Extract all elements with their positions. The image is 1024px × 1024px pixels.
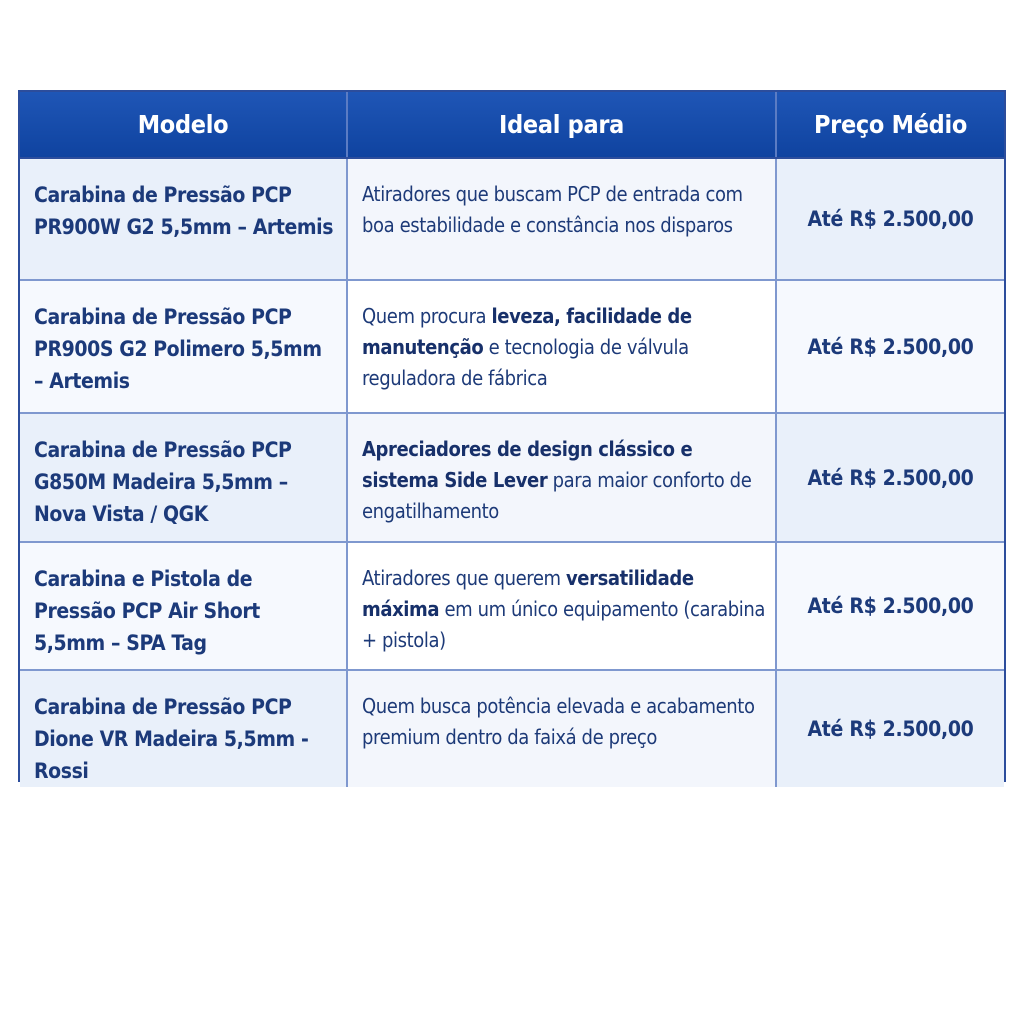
ideal-cell xyxy=(347,158,776,280)
header-average-price: Preço Médio xyxy=(776,92,1004,158)
ideal-text: Atiradores que buscam PCP de entrada com boa estabilidade e constância nos disparos xyxy=(362,182,743,237)
price-cell: Até R$ 2.500,00 xyxy=(776,413,1004,542)
table-row xyxy=(20,670,1004,787)
price-cell: Até R$ 2.500,00 xyxy=(776,670,1004,787)
header-ideal-for: Ideal para xyxy=(347,92,776,158)
ideal-text-highlight: versatilidade máxima xyxy=(362,566,694,621)
ideal-text-highlight: Apreciadores de design clássico e sistema Side Lever xyxy=(362,437,693,492)
model-cell xyxy=(20,542,347,670)
table-row xyxy=(20,413,1004,542)
ideal-description xyxy=(348,414,775,527)
model-cell xyxy=(20,280,347,413)
price-cell: Até R$ 2.500,00 xyxy=(776,280,1004,413)
ideal-cell xyxy=(347,280,776,413)
ideal-description xyxy=(348,671,775,753)
model-cell xyxy=(20,413,347,542)
ideal-text: Quem procura xyxy=(362,304,492,328)
model-name: Carabina de Pressão PCP Dione VR Madeira 5,5mm - Rossi xyxy=(34,695,309,783)
ideal-description xyxy=(348,281,775,394)
ideal-description xyxy=(348,543,775,656)
ideal-description xyxy=(348,159,775,241)
ideal-text: Atiradores que querem xyxy=(362,566,566,590)
model-cell xyxy=(20,158,347,280)
header-model: Modelo xyxy=(20,92,347,158)
ideal-text: e tecnologia de válvula reguladora de fábrica xyxy=(362,335,689,390)
comparison-table xyxy=(20,92,1004,787)
ideal-text: para maior conforto de engatilhamento xyxy=(362,468,752,523)
ideal-text: em um único equipamento (carabina + pistola) xyxy=(362,597,766,652)
model-name: Carabina de Pressão PCP PR900W G2 5,5mm – Artemis xyxy=(34,183,334,239)
table-header-row xyxy=(20,92,1004,158)
price-cell: Até R$ 2.500,00 xyxy=(776,158,1004,280)
table-row xyxy=(20,542,1004,670)
ideal-cell xyxy=(347,413,776,542)
model-cell xyxy=(20,670,347,787)
table-row xyxy=(20,158,1004,280)
ideal-text: Quem busca potência elevada e acabamento premium dentro da faixá de preço xyxy=(362,694,755,749)
price-cell: Até R$ 2.500,00 xyxy=(776,542,1004,670)
comparison-table-container xyxy=(18,90,1006,782)
model-name: Carabina de Pressão PCP G850M Madeira 5,5mm – Nova Vista / QGK xyxy=(34,438,292,526)
model-name: Carabina de Pressão PCP PR900S G2 Polimero 5,5mm – Artemis xyxy=(34,305,322,393)
ideal-cell xyxy=(347,670,776,787)
model-name: Carabina e Pistola de Pressão PCP Air Short 5,5mm – SPA Tag xyxy=(34,567,260,655)
table-row xyxy=(20,280,1004,413)
ideal-cell xyxy=(347,542,776,670)
ideal-text-highlight: leveza, facilidade de manutenção xyxy=(362,304,692,359)
